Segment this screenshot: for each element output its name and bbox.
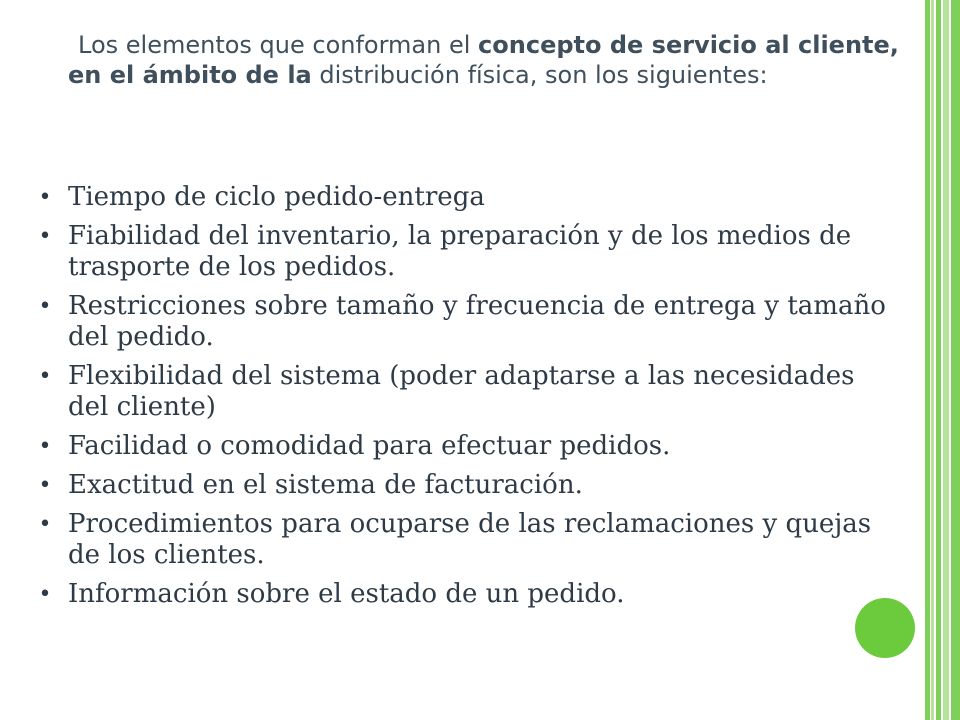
intro-text-part1: Los elementos que conforman el bbox=[78, 31, 479, 59]
intro-paragraph bbox=[68, 30, 908, 90]
list-item bbox=[30, 431, 900, 462]
list-item bbox=[30, 470, 900, 501]
list-item-text: Exactitud en el sistema de facturación. bbox=[68, 470, 583, 500]
list-item-text: Facilidad o comodidad para efectuar pedidos. bbox=[68, 431, 671, 461]
list-item bbox=[30, 291, 900, 353]
bullet-icon: • bbox=[38, 364, 52, 389]
bullet-icon: • bbox=[38, 294, 52, 319]
list-item-text: Restricciones sobre tamaño y frecuencia de entrega y tamaño del pedido. bbox=[68, 291, 886, 352]
bullet-icon: • bbox=[38, 582, 52, 607]
intro-text-bold: concepto de servicio al cliente, en el ámbito de la bbox=[68, 31, 899, 89]
decorative-stripe bbox=[943, 0, 949, 720]
bullet-icon: • bbox=[38, 512, 52, 537]
bullet-icon: • bbox=[38, 185, 52, 210]
list-item bbox=[30, 182, 900, 213]
bullet-icon: • bbox=[38, 473, 52, 498]
decorative-stripe bbox=[936, 0, 941, 720]
list-item bbox=[30, 579, 900, 610]
list-item bbox=[30, 361, 900, 423]
list-item-text: Información sobre el estado de un pedido. bbox=[68, 579, 625, 609]
elements-list bbox=[30, 182, 900, 618]
list-item-text: Fiabilidad del inventario, la preparación y de los medios de trasporte de los pedidos. bbox=[68, 221, 852, 282]
decorative-stripe bbox=[931, 0, 934, 720]
list-item bbox=[30, 509, 900, 571]
decorative-stripe bbox=[951, 0, 960, 720]
list-item-text: Procedimientos para ocuparse de las reclamaciones y quejas de los clientes. bbox=[68, 509, 872, 570]
list-item bbox=[30, 221, 900, 283]
intro-text-part2: distribución física, son los siguientes: bbox=[311, 61, 768, 89]
list-item-text: Flexibilidad del sistema (poder adaptarse a las necesidades del cliente) bbox=[68, 361, 855, 422]
list-item-text: Tiempo de ciclo pedido-entrega bbox=[68, 182, 485, 212]
decorative-stripe bbox=[925, 0, 930, 720]
bullet-icon: • bbox=[38, 434, 52, 459]
bullet-icon: • bbox=[38, 224, 52, 249]
